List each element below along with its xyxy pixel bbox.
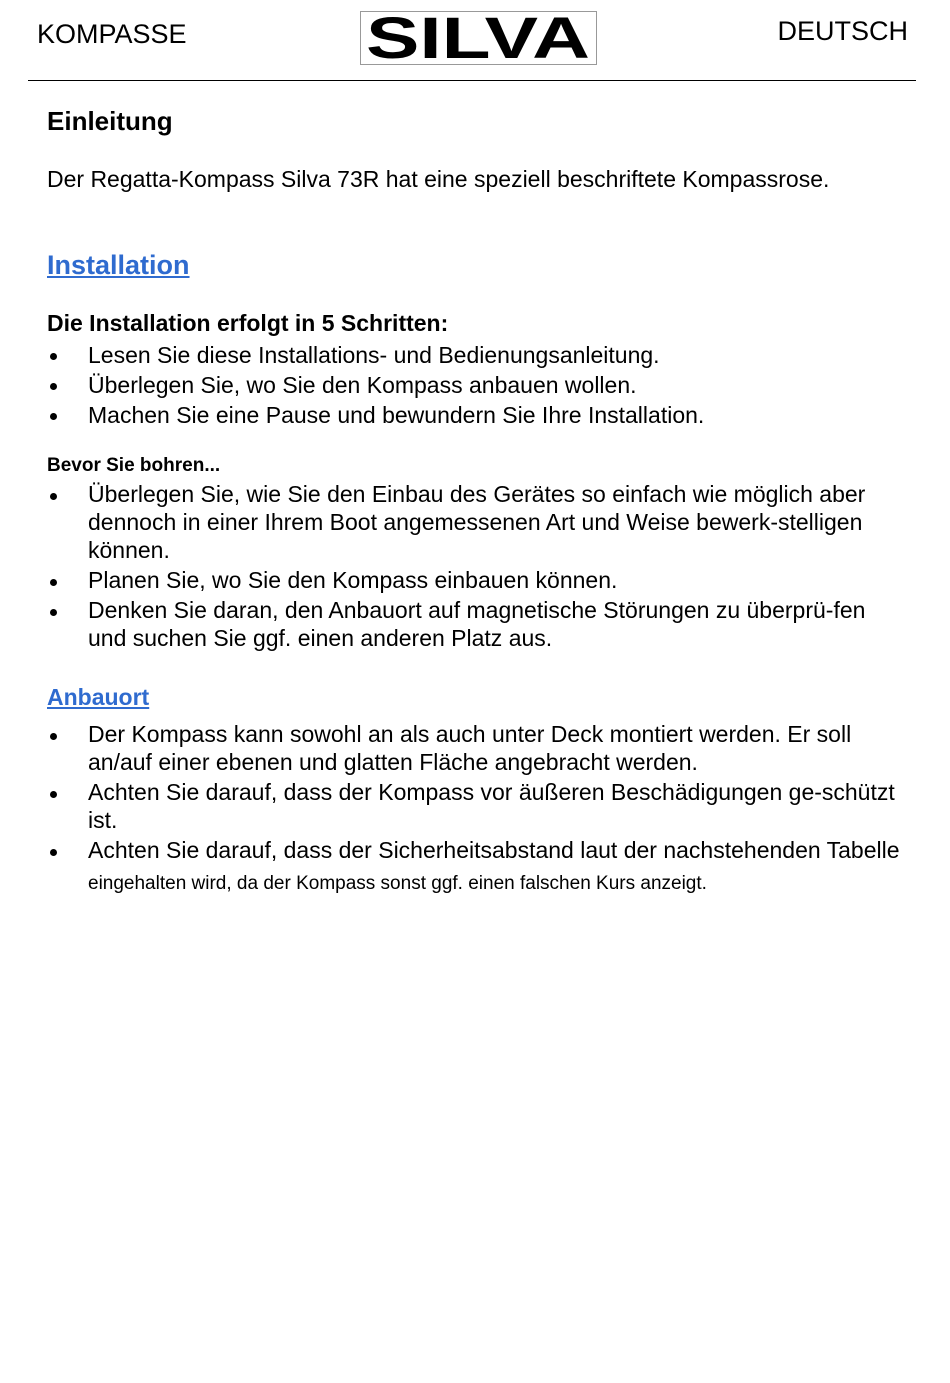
list-item-text: Achten Sie darauf, dass der Sicherheitsabstand laut der nachstehenden Tabelle: [88, 837, 900, 863]
list-item-text: Der Kompass kann sowohl an als auch unter Deck montiert werden. Er soll an/auf einer ebenen und glatten Fläche angebracht werden.: [88, 721, 852, 775]
before-drilling-list: [47, 480, 907, 652]
steps-heading: Die Installation erfolgt in 5 Schritten:: [47, 310, 449, 336]
list-item: [47, 400, 907, 430]
list-item-text: Machen Sie eine Pause und bewundern Sie Ihre Installation.: [88, 402, 705, 428]
bullet-icon: [50, 353, 57, 360]
list-item: [47, 720, 907, 776]
list-item-text: Planen Sie, wo Sie den Kompass einbauen können.: [88, 567, 618, 593]
bullet-icon: [50, 413, 57, 420]
bullet-icon: [50, 383, 57, 390]
list-item: [47, 836, 907, 898]
bullet-icon: [50, 733, 57, 740]
list-item-text: Denken Sie daran, den Anbauort auf magnetische Störungen zu überprü-fen und suchen Sie ggf. einen anderen Platz aus.: [88, 597, 866, 651]
list-item: [47, 370, 907, 400]
silva-logo: [360, 11, 597, 65]
before-drilling-heading: Bevor Sie bohren...: [47, 455, 221, 476]
header-section-title: KOMPASSE: [37, 19, 187, 49]
list-item: [47, 566, 907, 594]
list-item-text-small: eingehalten wird, da der Kompass sonst ggf. einen falschen Kurs anzeigt.: [88, 873, 707, 894]
installation-heading-link[interactable]: Installation: [47, 250, 190, 280]
list-item: [47, 340, 907, 370]
list-item-text: Überlegen Sie, wo Sie den Kompass anbauen wollen.: [88, 372, 637, 398]
list-item-text: Achten Sie darauf, dass der Kompass vor äußeren Beschädigungen ge-schützt ist.: [88, 779, 895, 833]
list-item-text: Überlegen Sie, wie Sie den Einbau des Gerätes so einfach wie möglich aber dennoch in einer Ihrem Boot angemessenen Art und Weise bewerk-stelligen können.: [88, 481, 866, 563]
bullet-icon: [50, 579, 57, 586]
anbauort-list: [47, 720, 907, 898]
anbauort-heading-link[interactable]: Anbauort: [47, 684, 150, 710]
bullet-icon: [50, 791, 57, 798]
document-body: [47, 104, 907, 898]
list-item-text: Lesen Sie diese Installations- und Bedienungsanleitung.: [88, 342, 660, 368]
list-item: [47, 778, 907, 834]
bullet-icon: [50, 849, 57, 856]
list-item: [47, 480, 907, 564]
list-item: [47, 596, 907, 652]
svg-text:SILVA: SILVA: [366, 11, 590, 65]
steps-list: [47, 340, 907, 430]
intro-text: Der Regatta-Kompass Silva 73R hat eine speziell beschriftete Kompassrose.: [47, 166, 830, 192]
bullet-icon: [50, 493, 57, 500]
intro-heading: Einleitung: [47, 106, 173, 136]
header-divider: [28, 80, 916, 81]
bullet-icon: [50, 609, 57, 616]
header-language: DEUTSCH: [777, 16, 908, 46]
